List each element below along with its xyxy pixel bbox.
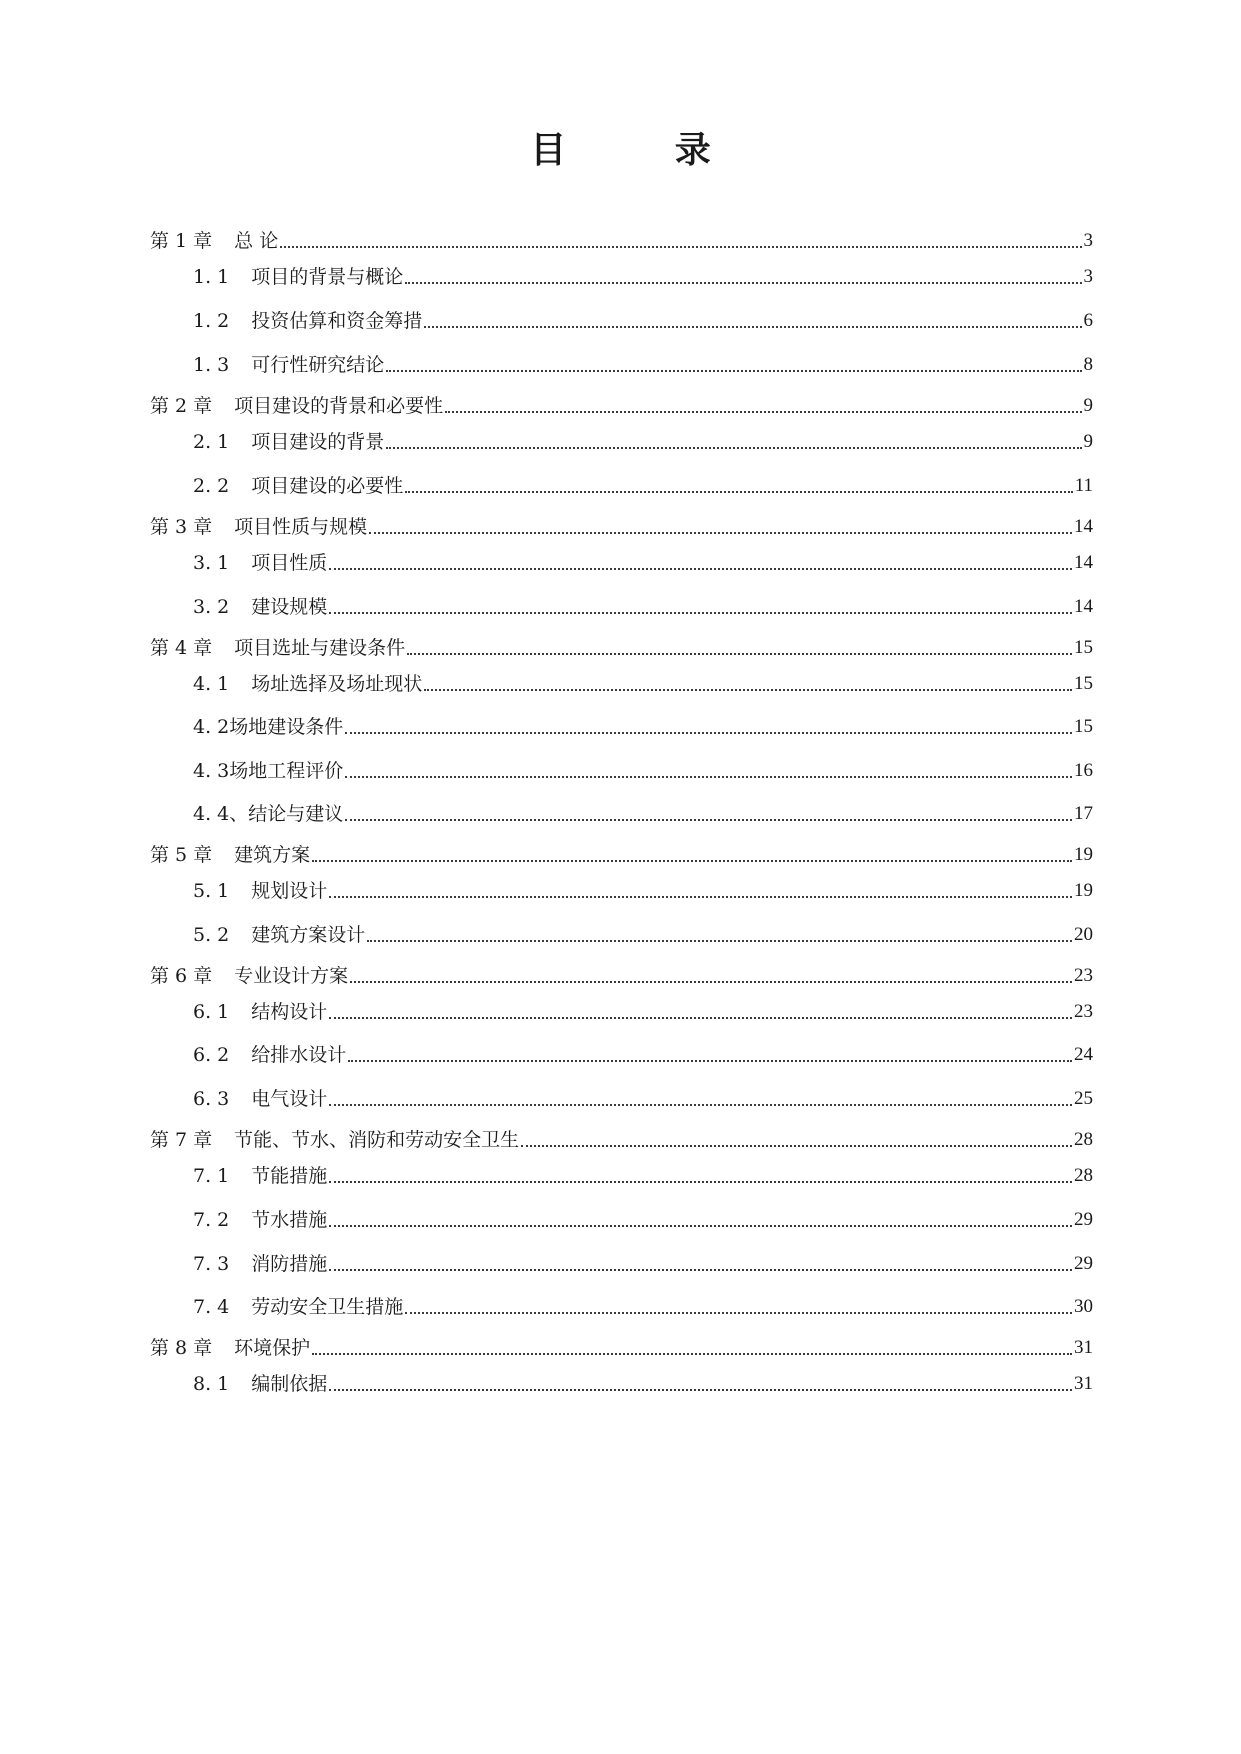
toc-page-number: 6 <box>1083 310 1093 331</box>
toc-entry-title <box>193 1292 403 1322</box>
toc-entry-title <box>193 592 327 622</box>
toc-page-number: 29 <box>1074 1209 1093 1230</box>
toc-section-entry[interactable] <box>193 262 1093 292</box>
toc-page-number: 3 <box>1083 230 1093 251</box>
toc-entry-number: 第 6 章 <box>150 965 213 987</box>
toc-section-entry[interactable] <box>193 799 1093 829</box>
toc-entry-number: 2. 2 <box>193 475 230 497</box>
toc-section-entry[interactable] <box>193 592 1093 622</box>
toc-entry-label: 投资估算和资金筹措 <box>251 310 423 332</box>
toc-page-number: 3 <box>1083 266 1093 287</box>
dot-leader <box>405 491 1072 493</box>
toc-entry-number: 1. 1 <box>193 266 230 288</box>
toc-entry-number: 7. 3 <box>193 1253 230 1275</box>
toc-page-number: 20 <box>1074 924 1093 945</box>
toc-section-entry[interactable] <box>193 350 1093 380</box>
dot-leader <box>329 1017 1072 1019</box>
toc-chapter-entry[interactable] <box>150 1333 1093 1363</box>
toc-entry-number: 1. 3 <box>193 354 230 376</box>
toc-entry-label: 项目选址与建设条件 <box>234 637 406 659</box>
toc-entry-title <box>193 876 327 906</box>
toc-page-number: 19 <box>1074 880 1093 901</box>
toc-section-entry[interactable] <box>193 306 1093 336</box>
toc-entry-label: 劳动安全卫生措施 <box>251 1296 404 1318</box>
toc-entry-title <box>193 920 365 950</box>
toc-page-number: 31 <box>1074 1373 1093 1394</box>
toc-entry-number: 5. 2 <box>193 924 230 946</box>
toc-page-number: 25 <box>1074 1088 1093 1109</box>
dot-leader <box>280 246 1081 248</box>
toc-entry-title <box>193 712 343 742</box>
toc-section-entry[interactable] <box>193 756 1093 786</box>
toc-entry-number: 3. 2 <box>193 596 230 618</box>
toc-entry-title <box>150 1333 310 1363</box>
toc-page-number: 14 <box>1074 596 1093 617</box>
toc-entry-label: 项目建设的背景 <box>251 431 385 453</box>
toc-entry-title <box>193 799 343 829</box>
toc-entry-label: 场址选择及场址现状 <box>251 673 423 695</box>
toc-entry-number: 第 7 章 <box>150 1129 213 1151</box>
toc-page-number: 23 <box>1074 1001 1093 1022</box>
toc-entry-title <box>193 350 384 380</box>
toc-entry-title <box>150 391 443 421</box>
toc-page-number: 15 <box>1074 637 1093 658</box>
toc-entry-title <box>193 1369 327 1399</box>
toc-entry-number: 6. 1 <box>193 1001 230 1023</box>
toc-chapter-entry[interactable] <box>150 512 1093 542</box>
dot-leader <box>329 1225 1072 1227</box>
toc-entry-label: 建筑方案 <box>234 844 311 866</box>
toc-entry-label: 项目性质 <box>251 552 328 574</box>
toc-entry-title <box>193 1040 346 1070</box>
toc-section-entry[interactable] <box>193 471 1093 501</box>
dot-leader <box>312 1353 1072 1355</box>
toc-section-entry[interactable] <box>193 1161 1093 1191</box>
toc-section-entry[interactable] <box>193 997 1093 1027</box>
toc-entry-label: 节能措施 <box>251 1165 328 1187</box>
dot-leader <box>329 612 1072 614</box>
dot-leader <box>424 689 1072 691</box>
dot-leader <box>329 1104 1072 1106</box>
toc-chapter-entry[interactable] <box>150 840 1093 870</box>
toc-page-number: 24 <box>1074 1044 1093 1065</box>
toc-entry-label: 场地工程评价 <box>229 760 344 782</box>
toc-entry-label: 结构设计 <box>251 1001 328 1023</box>
toc-entry-title <box>193 1161 327 1191</box>
toc-entry-number: 4. 1 <box>193 673 230 695</box>
dot-leader <box>345 732 1072 734</box>
dot-leader <box>329 1389 1072 1391</box>
toc-page-number: 31 <box>1074 1337 1093 1358</box>
dot-leader <box>369 532 1072 534</box>
toc-page-number: 8 <box>1083 354 1093 375</box>
toc-entry-label: 节能、节水、消防和劳动安全卫生 <box>234 1129 520 1151</box>
toc-page-number: 28 <box>1074 1165 1093 1186</box>
dot-leader <box>386 370 1081 372</box>
toc-entry-title <box>193 427 384 457</box>
dot-leader <box>367 940 1072 942</box>
toc-entry-number: 4. 4、 <box>193 803 249 825</box>
toc-section-entry[interactable] <box>193 920 1093 950</box>
dot-leader <box>350 981 1072 983</box>
dot-leader <box>348 1060 1072 1062</box>
toc-entry-title <box>193 1084 327 1114</box>
toc-entry-title <box>193 756 343 786</box>
toc-entry-label: 环境保护 <box>234 1337 311 1359</box>
toc-entry-number: 2. 1 <box>193 431 230 453</box>
toc-section-entry[interactable] <box>193 1040 1093 1070</box>
toc-entry-label: 总 论 <box>234 230 279 252</box>
toc-entry-number: 6. 2 <box>193 1044 230 1066</box>
toc-entry-number: 8. 1 <box>193 1373 230 1395</box>
toc-entry-number: 第 2 章 <box>150 395 213 417</box>
toc-entry-number: 5. 1 <box>193 880 230 902</box>
toc-entry-title <box>193 471 403 501</box>
toc-page-number: 29 <box>1074 1253 1093 1274</box>
toc-entry-label: 可行性研究结论 <box>251 354 385 376</box>
dot-leader <box>521 1145 1072 1147</box>
toc-entry-label: 规划设计 <box>251 880 328 902</box>
toc-chapter-entry[interactable] <box>150 391 1093 421</box>
toc-section-entry[interactable] <box>193 548 1093 578</box>
toc-entry-label: 项目建设的背景和必要性 <box>234 395 444 417</box>
toc-entry-title <box>193 997 327 1027</box>
toc-page-number: 17 <box>1074 803 1093 824</box>
toc-section-entry[interactable] <box>193 712 1093 742</box>
toc-page-number: 23 <box>1074 965 1093 986</box>
dot-leader <box>329 896 1072 898</box>
toc-page-number: 9 <box>1083 431 1093 452</box>
toc-page-number: 16 <box>1074 760 1093 781</box>
dot-leader <box>329 568 1072 570</box>
toc-chapter-entry[interactable] <box>150 226 1093 256</box>
dot-leader <box>405 1312 1072 1314</box>
dot-leader <box>405 282 1081 284</box>
toc-entry-title <box>150 633 405 663</box>
toc-entry-title <box>193 1249 327 1279</box>
toc-entry-number: 第 1 章 <box>150 230 213 252</box>
toc-section-entry[interactable] <box>193 1084 1093 1114</box>
toc-entry-title <box>150 1125 519 1155</box>
toc-entry-label: 建筑方案设计 <box>251 924 366 946</box>
dot-leader <box>312 860 1072 862</box>
toc-entry-label: 电气设计 <box>251 1088 328 1110</box>
dot-leader <box>445 411 1081 413</box>
toc-entry-label: 消防措施 <box>251 1253 328 1275</box>
toc-entry-number: 6. 3 <box>193 1088 230 1110</box>
toc-section-entry[interactable] <box>193 427 1093 457</box>
toc-entry-number: 第 4 章 <box>150 637 213 659</box>
toc-entry-number: 1. 2 <box>193 310 230 332</box>
toc-entry-number: 3. 1 <box>193 552 230 574</box>
toc-entry-number: 4. 2 <box>193 716 230 738</box>
dot-leader <box>407 653 1072 655</box>
dot-leader <box>329 1269 1072 1271</box>
toc-page-number: 9 <box>1083 395 1093 416</box>
toc-entry-label: 给排水设计 <box>251 1044 347 1066</box>
toc-entry-number: 第 3 章 <box>150 516 213 538</box>
dot-leader <box>386 447 1081 449</box>
page-title: 目 录 <box>530 129 759 171</box>
toc-entry-title <box>193 669 422 699</box>
toc-entry-number: 7. 1 <box>193 1165 230 1187</box>
toc-section-entry[interactable] <box>193 1292 1093 1322</box>
toc-entry-label: 结论与建议 <box>248 803 344 825</box>
dot-leader <box>329 1181 1072 1183</box>
toc-entry-label: 项目性质与规模 <box>234 516 368 538</box>
toc-entry-label: 项目建设的必要性 <box>251 475 404 497</box>
toc-entry-title <box>193 548 327 578</box>
toc-page-number: 15 <box>1074 673 1093 694</box>
toc-page-number: 14 <box>1074 552 1093 573</box>
toc-entry-number: 7. 2 <box>193 1209 230 1231</box>
toc-page-number: 30 <box>1074 1296 1093 1317</box>
toc-section-entry[interactable] <box>193 876 1093 906</box>
toc-page-number: 14 <box>1074 516 1093 537</box>
toc-section-entry[interactable] <box>193 1205 1093 1235</box>
toc-entry-title <box>150 961 348 991</box>
toc-page-number: 19 <box>1074 844 1093 865</box>
toc-page-number: 28 <box>1074 1129 1093 1150</box>
toc-entry-title <box>193 306 422 336</box>
dot-leader <box>424 326 1081 328</box>
toc-entry-label: 项目的背景与概论 <box>251 266 404 288</box>
toc-entry-label: 场地建设条件 <box>229 716 344 738</box>
toc-section-entry[interactable] <box>193 1369 1093 1399</box>
toc-entry-number: 4. 3 <box>193 760 230 782</box>
dot-leader <box>345 819 1072 821</box>
toc-entry-label: 建设规模 <box>251 596 328 618</box>
toc-entry-label: 节水措施 <box>251 1209 328 1231</box>
toc-entry-number: 第 8 章 <box>150 1337 213 1359</box>
dot-leader <box>345 776 1072 778</box>
toc-entry-number: 第 5 章 <box>150 844 213 866</box>
toc-entry-title <box>150 840 310 870</box>
toc-entry-number: 7. 4 <box>193 1296 230 1318</box>
toc-entry-label: 专业设计方案 <box>234 965 349 987</box>
toc-entry-title <box>150 226 278 256</box>
toc-section-entry[interactable] <box>193 1249 1093 1279</box>
toc-entry-title <box>193 1205 327 1235</box>
toc-page-number: 15 <box>1074 716 1093 737</box>
toc-entry-title <box>150 512 367 542</box>
toc-chapter-entry[interactable] <box>150 961 1093 991</box>
toc-section-entry[interactable] <box>193 669 1093 699</box>
toc-entry-title <box>193 262 403 292</box>
toc-chapter-entry[interactable] <box>150 1125 1093 1155</box>
toc-entry-label: 编制依据 <box>251 1373 328 1395</box>
toc-page-number: 11 <box>1074 475 1093 496</box>
toc-chapter-entry[interactable] <box>150 633 1093 663</box>
